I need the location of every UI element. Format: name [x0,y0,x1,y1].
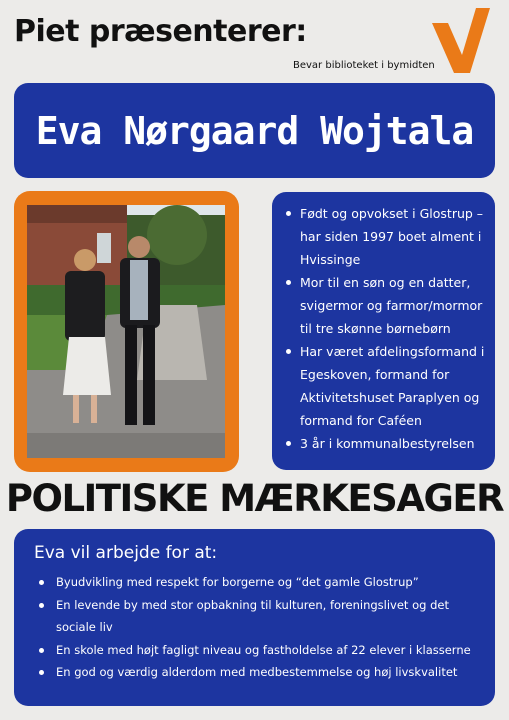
page-headline: Piet præsenterer: [14,14,307,49]
agenda-item: En levende by med stor opbakning til kulturen, foreningslivet og det sociale liv [34,594,479,639]
venstre-v-logo-icon [432,5,490,75]
agenda-box [14,529,495,706]
section-title: POLITISKE MÆRKESAGER [5,477,504,520]
agenda-list [34,571,479,684]
agenda-intro: Eva vil arbejde for at: [34,543,218,563]
bio-list [284,202,485,455]
bio-item: Har været afdelingsformand i Egeskoven, formand for Aktivitetshuset Paraplyen og formand for Caféen [284,340,485,432]
bio-box [272,192,495,470]
tagline: Bevar biblioteket i bymidten [293,60,435,71]
bio-item: Mor til en søn og en datter, svigermor og farmor/mormor til tre skønne børnebørn [284,271,485,340]
candidate-name: Eva Nørgaard Wojtala [35,108,474,153]
agenda-item: Byudvikling med respekt for borgerne og “det gamle Glostrup” [34,571,479,594]
candidate-name-banner [14,83,495,178]
bio-item: 3 år i kommunalbestyrelsen [284,432,485,455]
agenda-item: En skole med højt fagligt niveau og fastholdelse af 22 elever i klasserne [34,639,479,662]
agenda-item: En god og værdig alderdom med medbestemmelse og høj livskvalitet [34,661,479,684]
bio-item: Født og opvokset i Glostrup – har siden 1997 boet alment i Hvissinge [284,202,485,271]
candidate-photo [27,205,225,458]
